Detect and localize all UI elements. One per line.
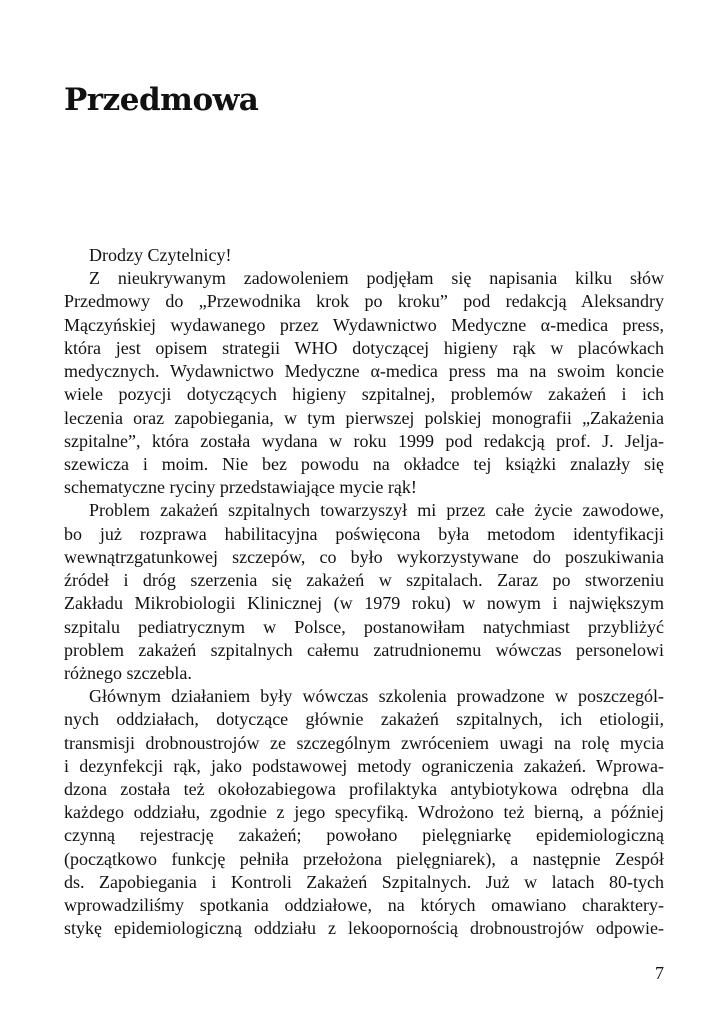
text-line: Głównym działaniem były wówczas szkolenia prowadzone w poszczegól- (89, 686, 664, 707)
text-line: stykę epidemiologiczną oddziału z lekoopornością drobnoustrojów odpowie- (64, 918, 664, 939)
text-line: Mączyńskiej wydawanego przez Wydawnictwo Medyczne α-medica press, (64, 314, 664, 335)
text-line: problem zakażeń szpitalnych całemu zatrudnionemu wówczas personelowi (64, 639, 664, 660)
text-line: wprowadziliśmy spotkania oddziałowe, na których omawiano charaktery- (64, 895, 664, 916)
text-line: Przedmowy do „Przewodnika krok po kroku” pod redakcją Aleksandry (64, 291, 664, 312)
text-line: która jest opisem strategii WHO dotyczącej higieny rąk w placówkach (64, 337, 664, 358)
text-line: wewnątrzgatunkowej szczepów, co było wykorzystywane do poszukiwania (64, 546, 664, 567)
text-line: ds. Zapobiegania i Kontroli Zakażeń Szpitalnych. Już w latach 80-tych (64, 871, 664, 892)
text-line: medycznych. Wydawnictwo Medyczne α-medica press ma na swoim koncie (64, 361, 664, 382)
text-line: szewicza i moim. Nie bez powodu na okładce tej książki znalazły się (64, 453, 664, 474)
text-line: wiele pozycji dotyczących higieny szpitalnej, problemów zakażeń i ich (64, 384, 664, 405)
chapter-title: Przedmowa (64, 82, 259, 118)
text-line: czynną rejestrację zakażeń; powołano pielęgniarkę epidemiologiczną (64, 825, 664, 846)
text-line: różnego szczebla. (64, 662, 192, 683)
text-line: bo już rozprawa habilitacyjna poświęcona była metodom identyfikacji (64, 523, 664, 544)
text-line: dzona została też okołozabiegowa profilaktyka antybiotykowa odrębna dla (64, 779, 664, 800)
text-line: każdego oddziału, zgodnie z jego specyfiką. Wdrożono też bierną, a później (64, 802, 664, 823)
text-line: nych oddziałach, dotyczące głównie zakażeń szpitalnych, ich etiologii, (64, 709, 664, 730)
salutation-line: Drodzy Czytelnicy! (89, 245, 232, 265)
text-line: i dezynfekcji rąk, jako podstawowej metody ograniczenia zakażeń. Wprowa- (64, 755, 664, 776)
text-line: szpitalne”, która została wydana w roku 1999 pod redakcją prof. J. Jelja- (64, 430, 664, 451)
text-line: Z nieukrywanym zadowoleniem podjęłam się napisania kilku słów (89, 268, 664, 289)
text-line: (początkowo funkcję pełniła przełożona pielęgniarek), a następnie Zespół (64, 848, 664, 869)
text-line: szpitalu pediatrycznym w Polsce, postanowiłam natychmiast przybliżyć (64, 616, 664, 637)
text-line: transmisji drobnoustrojów ze szczególnym zwróceniem uwagi na rolę mycia (64, 732, 664, 753)
preface-body (64, 244, 664, 941)
text-line: źródeł i dróg szerzenia się zakażeń w szpitalach. Zaraz po stworzeniu (64, 570, 664, 591)
text-line: schematyczne ryciny przedstawiające mycie rąk! (64, 477, 417, 498)
text-line: leczenia oraz zapobiegania, w tym pierwszej polskiej monografii „Zakażenia (64, 407, 664, 428)
page-number: 7 (655, 963, 664, 983)
text-line: Problem zakażeń szpitalnych towarzyszył mi przez całe życie zawodowe, (89, 500, 664, 521)
text-line: Zakładu Mikrobiologii Klinicznej (w 1979 roku) w nowym i największym (64, 593, 664, 614)
